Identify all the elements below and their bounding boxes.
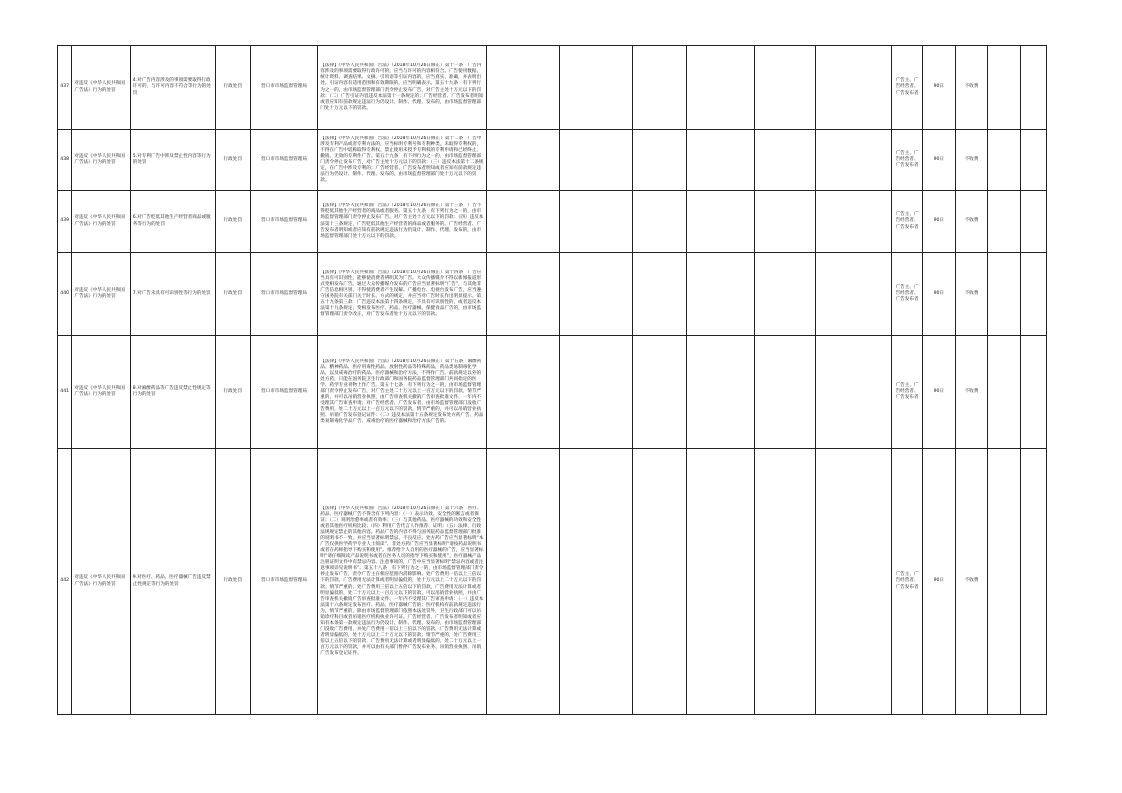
item-name: 对违反《中华人民共和国广告法》行为的处罚: [72, 191, 130, 253]
legal-basis: [318, 191, 487, 253]
empty-cell: [754, 449, 815, 715]
empty-cell: [560, 46, 633, 130]
implementing-dept: 营口市市场监督管理局: [250, 336, 318, 449]
empty-cell: [560, 449, 633, 715]
empty-cell: [988, 253, 1021, 336]
empty-cell: [1021, 46, 1047, 130]
empty-cell: [988, 449, 1021, 715]
fee-info: 不收费: [955, 336, 988, 449]
target-object: 广告主、广告经营者、广告发布者: [892, 46, 923, 130]
empty-cell: [754, 336, 815, 449]
table-row: [58, 336, 1047, 449]
row-number: 441: [58, 336, 72, 449]
empty-cell: [754, 46, 815, 130]
sub-item-name: 9.对医疗、药品、医疗器械广告违反禁止性规定等行为的处罚: [130, 449, 215, 715]
table-row: [58, 130, 1047, 191]
item-name: 对违反《中华人民共和国广告法》行为的处罚: [72, 46, 130, 130]
time-limit: 90日: [922, 130, 955, 191]
legal-basis-text: 【法律】《中华人民共和国广告法》（2018年10月26日修正）第十一条 广告内容涉及的事项需要取得行政许可的，应当与许可的内容相符合。广告使用数据、统计资料、调查结果、文摘、引用语等引证内容的，应当真实、准确，并表明出处。引证内容有适用范围和有效期限的，应当明确表示。第五十九条 有下列行为之一的，由市场监督管理部门责令停止发布广告，对广告主处十万元以下的罚款：（二）广告引证内容违反本法第十一条规定的；广告经营者、广告发布者明知或者应知有前款规定违法行为仍设计、制作、代理、发布的，由市场监督管理部门处十万元以下的罚款。: [320, 63, 484, 111]
target-object: 广告主、广告经营者、广告发布者: [892, 191, 923, 253]
item-category: 行政处罚: [215, 449, 250, 715]
empty-cell: [816, 130, 892, 191]
empty-cell: [487, 46, 560, 130]
fee-info: 不收费: [955, 449, 988, 715]
time-limit: 90日: [922, 191, 955, 253]
empty-cell: [560, 336, 633, 449]
item-name: 对违反《中华人民共和国广告法》行为的处罚: [72, 336, 130, 449]
empty-cell: [487, 449, 560, 715]
empty-cell: [560, 253, 633, 336]
empty-cell: [816, 336, 892, 449]
legal-basis-text: 【法律】《中华人民共和国广告法》（2018年10月26日修正）第十四条 广告应当具有可识别性，能够使消费者辨明其为广告。大众传播媒介不得以新闻报道形式变相发布广告。通过大众传播媒介发布的广告应当显著标明“广告”，与其他非广告信息相区别，不得使消费者产生误解。广播电台、电视台发布广告，应当遵守国务院有关部门关于时长、方式的规定，并应当对广告时长作出明显提示。第五十九条第三款 广告违反本法第十四条规定，不具有可识别性的，或者违反本法第十九条规定，变相发布医疗、药品、医疗器械、保健食品广告的，由市场监督管理部门责令改正，对广告发布者处十万元以下的罚款。: [320, 269, 482, 318]
legal-basis-text: 【法律】《中华人民共和国广告法》（2018年10月26日修正）第十五条 麻醉药品、精神药品、医疗用毒性药品、放射性药品等特殊药品，药品类易制毒化学品，以及戒毒治疗的药品、医疗器械和治疗方法，不得作广告。前款规定以外的处方药，只能在国务院卫生行政部门和国务院药品监督管理部门共同指定的医学、药学专业刊物上作广告。第五十七条 有下列行为之一的，由市场监督管理部门责令停止发布广告，对广告主处二十万元以上一百万元以下的罚款，情节严重的，并可以吊销营业执照，由广告审查机关撤销广告审查批准文件、一年内不受理其广告审查申请；对广告经营者、广告发布者，由市场监督管理部门没收广告费用，处二十万元以上一百万元以下的罚款，情节严重的，并可以吊销营业执照、吊销广告发布登记证件：（二）违反本法第十五条规定发布处方药广告、药品类易制毒化学品广告、戒毒治疗的医疗器械和治疗方法广告的。: [320, 358, 484, 425]
empty-cell: [487, 130, 560, 191]
target-object: 广告主、广告经营者、广告发布者: [892, 449, 923, 715]
table-row: [58, 449, 1047, 715]
time-limit: 90日: [922, 253, 955, 336]
implementing-dept: 营口市市场监督管理局: [250, 46, 318, 130]
item-category: 行政处罚: [215, 130, 250, 191]
target-object: 广告主、广告经营者、广告发布者: [892, 253, 923, 336]
legal-basis: [318, 130, 487, 191]
item-category: 行政处罚: [215, 46, 250, 130]
empty-cell: [1021, 191, 1047, 253]
row-number: 440: [58, 253, 72, 336]
sub-item-name: 8.对麻醉药品等广告违反禁止性规定等行为的处罚: [130, 336, 215, 449]
fee-info: 不收费: [955, 130, 988, 191]
empty-cell: [988, 46, 1021, 130]
empty-cell: [687, 130, 755, 191]
empty-cell: [632, 191, 686, 253]
sub-item-name: 5.对专利广告中涉及禁止性内容等行为的处罚: [130, 130, 215, 191]
legal-basis: [318, 336, 487, 449]
target-object: 广告主、广告经营者、广告发布者: [892, 130, 923, 191]
legal-basis: [318, 449, 487, 715]
legal-basis: [318, 46, 487, 130]
empty-cell: [1021, 336, 1047, 449]
sub-item-name: 4.对广告内容涉及的事项需要取得行政许可的，与许可内容不符合等行为的处罚: [130, 46, 215, 130]
empty-cell: [1021, 130, 1047, 191]
item-name: 对违反《中华人民共和国广告法》行为的处罚: [72, 449, 130, 715]
power-list-table: [57, 45, 1047, 715]
item-category: 行政处罚: [215, 336, 250, 449]
empty-cell: [632, 253, 686, 336]
empty-cell: [988, 336, 1021, 449]
row-number: 439: [58, 191, 72, 253]
implementing-dept: 营口市市场监督管理局: [250, 253, 318, 336]
empty-cell: [632, 130, 686, 191]
fee-info: 不收费: [955, 191, 988, 253]
empty-cell: [560, 191, 633, 253]
empty-cell: [816, 449, 892, 715]
empty-cell: [816, 191, 892, 253]
table-row: [58, 253, 1047, 336]
time-limit: 90日: [922, 336, 955, 449]
empty-cell: [687, 253, 755, 336]
sub-item-name: 7.对广告未具有可识别性等行为的处罚: [130, 253, 215, 336]
empty-cell: [754, 130, 815, 191]
empty-cell: [1021, 449, 1047, 715]
implementing-dept: 营口市市场监督管理局: [250, 449, 318, 715]
legal-basis-text: 【法律】《中华人民共和国广告法》（2018年10月26日修正）第十三条 广告不得贬低其他生产经营者的商品或者服务。第五十九条 有下列行为之一的，由市场监督管理部门责令停止发布广告，对广告主处十万元以下的罚款：（四）违反本法第十三条规定，广告贬低其他生产经营者的商品或者服务的。广告经营者、广告发布者明知或者应知有前款规定违法行为仍设计、制作、代理、发布的，由市场监督管理部门处十万元以下的罚款。: [320, 203, 484, 239]
item-category: 行政处罚: [215, 191, 250, 253]
empty-cell: [560, 130, 633, 191]
fee-info: 不收费: [955, 46, 988, 130]
empty-cell: [687, 336, 755, 449]
fee-info: 不收费: [955, 253, 988, 336]
time-limit: 90日: [922, 449, 955, 715]
legal-basis-text: 【法律】《中华人民共和国广告法》（2018年10月26日修正）第十二条 广告中涉及专利产品或者专利方法的，应当标明专利号和专利种类。未取得专利权的，不得在广告中谎称取得专利权。禁止使用未授予专利权的专利申请和已经终止、撤销、无效的专利作广告。第五十九条 有下列行为之一的，由市场监督管理部门责令停止发布广告，对广告主处十万元以下的罚款：（三）违反本法第十二条规定，在广告中涉及专利的；广告经营者、广告发布者明知或者应知有前款规定违法行为仍设计、制作、代理、发布的，由市场监督管理部门处十万元以下的罚款。: [320, 135, 484, 184]
empty-cell: [487, 253, 560, 336]
legal-basis: [318, 253, 487, 336]
empty-cell: [487, 336, 560, 449]
legal-basis-text: 【法律】《中华人民共和国广告法》（2018年10月26日修正）第十六条 医疗、药品、医疗器械广告不得含有下列内容：（一）表示功效、安全性的断言或者保证；（二）说明治愈率或者有效率；（三）与其他药品、医疗器械的功效和安全性或者其他医疗机构比较；（四）利用广告代言人作推荐、证明；（五）法律、行政法规规定禁止的其他内容。药品广告的内容不得与国务院药品监督管理部门批准的说明书不一致，并应当显著标明禁忌、不良反应。处方药广告应当显著标明“本广告仅供医学药学专业人士阅读”，非处方药广告应当显著标明“请按药品说明书或者在药师指导下购买和使用”。推荐给个人自用的医疗器械的广告，应当显著标明“请仔细阅读产品说明书或者在医务人员的指导下购买和使用”。医疗器械产品注册证明文件中有禁忌内容、注意事项的，广告中应当显著标明“禁忌内容或者注意事项详见说明书”。第五十八条 有下列行为之一的，由市场监督管理部门责令停止发布广告，责令广告主在相应范围内消除影响，处广告费用一倍以上三倍以下的罚款，广告费用无法计算或者明显偏低的，处十万元以上二十万元以下的罚款；情节严重的，处广告费用三倍以上五倍以下的罚款，广告费用无法计算或者明显偏低的，处二十万元以上一百万元以下的罚款，可以吊销营业执照，并由广告审查机关撤销广告审查批准文件、一年内不受理其广告审查申请：（一）违反本法第十六条规定发布医疗、药品、医疗器械广告的；医疗机构有前款规定违法行为，情节严重的，除由市场监督管理部门依照本法处罚外，卫生行政部门可以吊销诊疗科目或者吊销医疗机构执业许可证。广告经营者、广告发布者明知或者应知有本条第一款规定违法行为仍设计、制作、代理、发布的，由市场监督管理部门没收广告费用，并处广告费用一倍以上三倍以下的罚款，广告费用无法计算或者明显偏低的，处十万元以上二十万元以下的罚款；情节严重的，处广告费用三倍以上五倍以下的罚款，广告费用无法计算或者明显偏低的，处二十万元以上一百万元以下的罚款，并可以由有关部门暂停广告发布业务、吊销营业执照、吊销广告发布登记证件。: [320, 505, 484, 657]
empty-cell: [632, 336, 686, 449]
table-row: [58, 46, 1047, 130]
empty-cell: [988, 130, 1021, 191]
empty-cell: [687, 191, 755, 253]
empty-cell: [632, 449, 686, 715]
sub-item-name: 6.对广告贬低其他生产经营者商品或服务等行为的处罚: [130, 191, 215, 253]
empty-cell: [632, 46, 686, 130]
empty-cell: [487, 191, 560, 253]
row-number: 438: [58, 130, 72, 191]
empty-cell: [687, 449, 755, 715]
item-name: 对违反《中华人民共和国广告法》行为的处罚: [72, 130, 130, 191]
row-number: 437: [58, 46, 72, 130]
empty-cell: [816, 253, 892, 336]
empty-cell: [754, 253, 815, 336]
table-row: [58, 191, 1047, 253]
time-limit: 90日: [922, 46, 955, 130]
empty-cell: [754, 191, 815, 253]
item-name: 对违反《中华人民共和国广告法》行为的处罚: [72, 253, 130, 336]
empty-cell: [988, 191, 1021, 253]
implementing-dept: 营口市市场监督管理局: [250, 191, 318, 253]
target-object: 广告主、广告经营者、广告发布者: [892, 336, 923, 449]
empty-cell: [1021, 253, 1047, 336]
implementing-dept: 营口市市场监督管理局: [250, 130, 318, 191]
item-category: 行政处罚: [215, 253, 250, 336]
empty-cell: [687, 46, 755, 130]
row-number: 442: [58, 449, 72, 715]
empty-cell: [816, 46, 892, 130]
